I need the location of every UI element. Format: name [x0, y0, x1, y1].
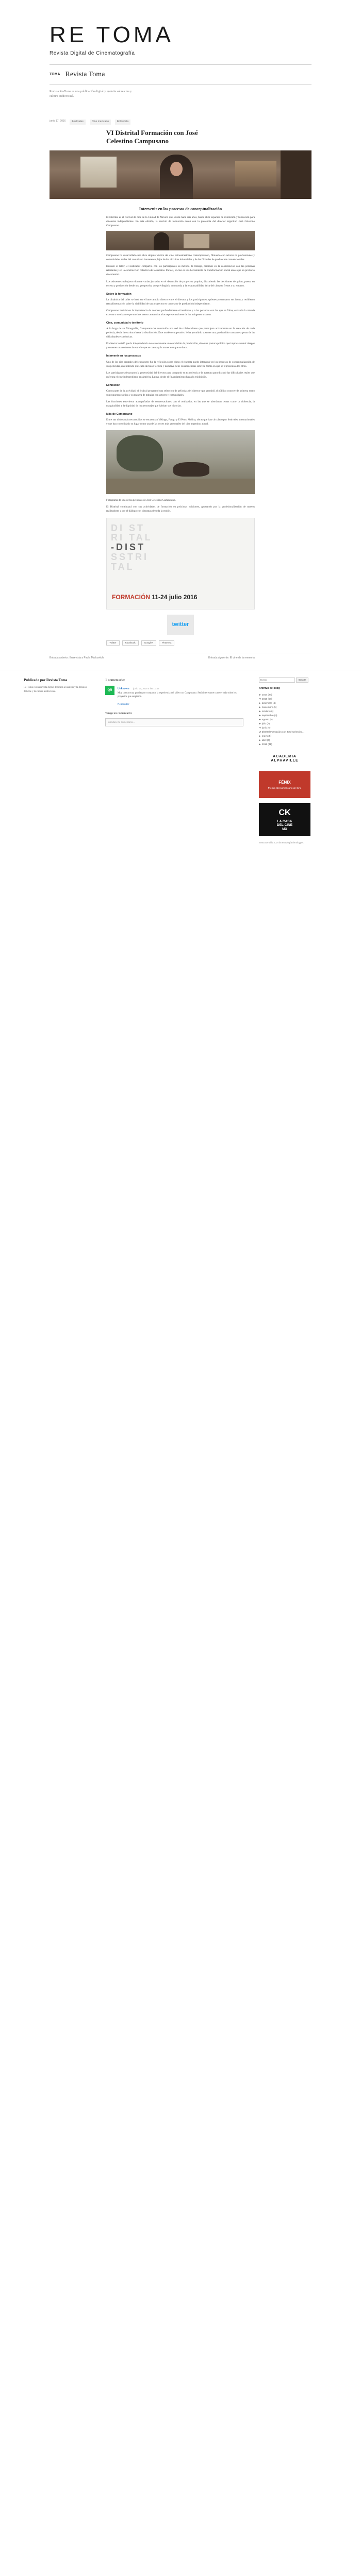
- hero-figure-shape: [160, 155, 193, 199]
- section-heading: Intervenir en los procesos: [106, 354, 141, 358]
- archive-title: Archivo del blog: [259, 686, 280, 690]
- photo-animal-shape: [173, 462, 209, 477]
- twitter-logo-icon: twitter: [172, 621, 189, 628]
- casa-del-cine-logo[interactable]: [259, 803, 310, 836]
- author-bio: Re-Toma es una revista digital dedicada al análisis y la difusión del cine y la cultura audiovisual.: [24, 686, 87, 693]
- hero-lamp-shape: [235, 161, 276, 187]
- casa-del-cine-line: LA CASA: [277, 819, 292, 823]
- search-button[interactable]: Buscar: [296, 677, 308, 683]
- archive-item[interactable]: ► 2015 (41): [259, 743, 272, 746]
- hero-face-shape: [170, 162, 183, 176]
- hero-shadow-shape: [281, 150, 311, 199]
- section-heading: Exhibición: [106, 383, 121, 387]
- body-paragraph: El director señaló que la independencia no es solamente una condición de producción, sino una postura política que implica asumir riesgos y sostener una coherencia entre lo que se cuenta y la manera en que se hace.: [106, 342, 255, 350]
- photo-tree-shape: [117, 435, 163, 471]
- casa-del-cine-line: MX: [282, 827, 287, 832]
- poster-lettering: [111, 523, 250, 572]
- blog-name[interactable]: Revista Toma: [65, 71, 105, 78]
- post-date: junio 17, 2016: [50, 120, 66, 123]
- body-paragraph: Uno de los ejes centrales del encuentro fue la reflexión sobre cómo el cineasta puede intervenir en los procesos de conceptualización de sus películas, entendiendo que cada decisión técnica y narrativa tiene consecuencias sobre la forma en que se representa a los otros.: [106, 360, 255, 368]
- comments-section: [105, 677, 243, 845]
- archive-item[interactable]: ► 2017 (24): [259, 693, 272, 696]
- post-subtitle: Intervenir en los procesos de conceptualización: [139, 207, 222, 211]
- body-paragraph: Como parte de la actividad, el festival programó una selección de películas del director que permitió al público conocer de primera mano su propuesta estética y su manera de trabajar con actores y comunidades.: [106, 389, 255, 397]
- comment: [105, 686, 243, 699]
- poster-row: RI TAL: [111, 532, 153, 543]
- next-post-link[interactable]: Entrada siguiente: El cine de la memoria: [208, 656, 255, 660]
- search-input[interactable]: [259, 677, 295, 683]
- author-box: [24, 677, 90, 845]
- share-google-button[interactable]: Google+: [141, 640, 157, 646]
- site-logo[interactable]: RE TOMA: [50, 22, 174, 47]
- twitter-embed[interactable]: [167, 615, 194, 635]
- film-still: [106, 231, 255, 250]
- casa-del-cine-mark: CK: [278, 808, 291, 818]
- archive-list: [259, 693, 310, 747]
- sidebar-search: [259, 677, 310, 683]
- body-paragraph: Las funciones estuvieron acompañadas de conversaciones con el realizador, en las que se abordaron temas como la violencia, la marginalidad y la dignidad de los personajes que habitan sus historias.: [106, 400, 255, 408]
- archive-item[interactable]: ► septiembre (4): [259, 714, 277, 717]
- comment-timestamp[interactable]: junio 19, 2016 a las 10:42: [133, 687, 159, 690]
- poster-row: SSTRI: [111, 552, 149, 563]
- share-pinterest-button[interactable]: Pinterest: [159, 640, 174, 646]
- bottom-area: [24, 677, 361, 845]
- film-photo[interactable]: [106, 430, 255, 494]
- post-title[interactable]: VI Distrital Formación con José Celestino Campusano: [106, 128, 198, 145]
- poster-footer-dates: 11-24 julio 2016: [152, 593, 198, 601]
- poster-row: DI ST: [111, 522, 145, 533]
- poster-row: -DIST: [111, 542, 145, 553]
- body-paragraph: Durante el taller, el realizador compartió con los participantes su método de trabajo, centrado en la colaboración con las personas retratadas y en la construcción colectiva de los relatos. Para él, el cine es una herramienta de transformación social antes que un producto de consumo.: [106, 265, 255, 277]
- post-body: [50, 215, 311, 646]
- hero-window-shape: [80, 157, 117, 188]
- poster-footer-word: FORMACIÓN: [112, 593, 150, 601]
- comment-input[interactable]: Introduce tu comentario...: [105, 718, 243, 726]
- sidebar: [259, 677, 310, 845]
- body-paragraph: A lo largo de su filmografía, Campusano ha construido una red de colaboradores que participan activamente en la creación de cada película, desde la escritura hasta la distribución. Este modelo cooperativo le ha permitido sostener una producción constante a pesar de las dificultades económicas.: [106, 327, 255, 339]
- body-paragraph: Campusano insistió en la importancia de conocer profundamente el territorio y a las personas con las que se filma, evitando la mirada externa o exotizante que muchas veces caracteriza a las representaciones de los márgenes urbanos.: [106, 309, 255, 316]
- section-heading: Más de Campusano: [106, 413, 133, 416]
- blog-post: [50, 120, 311, 646]
- blog-header: [50, 64, 311, 84]
- archive-item[interactable]: ► mayo (5): [259, 735, 271, 738]
- body-paragraph: El Distrital continuará con sus actividades de formación en próximas ediciones, apostando por la profesionalización de nuevos realizadores y por el diálogo con cineastas de toda la región.: [106, 505, 255, 513]
- archive-item[interactable]: ► agosto (5): [259, 718, 273, 721]
- page: [0, 0, 361, 845]
- photo-caption: Fotograma de una de las películas de José Celestino Campusano.: [106, 499, 176, 502]
- comments-title: 1 comentario:: [105, 677, 125, 682]
- site-tagline: Revista Digital de Cinematografía: [50, 50, 135, 56]
- author-title[interactable]: Publicado por Revista Toma: [24, 677, 68, 682]
- prev-post-link[interactable]: Entrada anterior: Entrevista a Paula Markovitch: [50, 656, 104, 660]
- casa-del-cine-line: DEL CINE: [276, 823, 293, 827]
- fenix-subtitle: Premio Iberoamericano de Cine: [268, 786, 302, 789]
- fenix-title: FÉNIX: [278, 779, 291, 785]
- festival-poster[interactable]: [106, 518, 255, 609]
- poster-footer: [112, 592, 197, 602]
- body-paragraph: El Distrital es el festival de cine de la Ciudad de México que, desde hace seis años, busca abrir espacios de exhibición y formación para cineastas independientes. En esta edición, la sección de formación contó con la presencia del director argentino José Celestino Campusano.: [106, 216, 255, 228]
- add-comment-title: Tengo un comentario:: [105, 712, 133, 716]
- post-meta: [50, 120, 311, 125]
- share-facebook-button[interactable]: Facebook: [122, 640, 139, 646]
- poster-row: TAL: [111, 562, 135, 572]
- archive-item[interactable]: VI Distrital Formación con José Celestino...: [259, 731, 304, 734]
- section-heading: Sobre la formación: [106, 292, 132, 296]
- section-heading: Cine, comunidad y territorio: [106, 321, 143, 325]
- academia-line: ACADEMIA: [273, 755, 297, 759]
- blog-description: Revista Re-Toma es una publicación digital y gratuita sobre cine y cultura audiovisual.: [50, 90, 132, 98]
- archive-item[interactable]: ▼ junio (6): [259, 726, 271, 729]
- archive-item[interactable]: ► abril (4): [259, 739, 270, 742]
- archive-item[interactable]: ► octubre (6): [259, 709, 274, 713]
- comment-author[interactable]: Unknown: [118, 687, 129, 691]
- comment-text: Muy buena nota, gracias por compartir la experiencia del taller con Campusano. Sería interesante conocer más sobre los proyectos que surgieron.: [118, 691, 237, 699]
- post-navigation: [50, 653, 311, 660]
- archive-item[interactable]: ► julio (7): [259, 722, 270, 725]
- academia-alphaville-logo[interactable]: [259, 752, 310, 766]
- archive-item[interactable]: ► noviembre (5): [259, 705, 277, 708]
- share-twitter-button[interactable]: Twitter: [106, 640, 120, 646]
- body-paragraph: La dinámica del taller se basó en el intercambio directo entre el director y los participantes, quienes presentaron sus ideas y recibieron retroalimentación sobre la viabilidad de sus proyectos en contextos de producción independiente.: [106, 298, 255, 306]
- photo-ground-shape: [106, 479, 255, 494]
- avatar[interactable]: QR: [105, 686, 114, 695]
- share-bar: [106, 640, 255, 646]
- still-window-shape: [184, 234, 209, 248]
- post-tag[interactable]: Cine mexicano: [90, 120, 111, 125]
- reply-link[interactable]: Responder: [118, 703, 129, 706]
- post-tag[interactable]: Entrevista: [115, 120, 130, 125]
- archive-item[interactable]: ▼ 2016 (58): [259, 697, 272, 700]
- academia-line: ALPHAVILLE: [271, 759, 299, 763]
- fenix-logo[interactable]: [259, 771, 310, 798]
- body-paragraph: Los asistentes trabajaron durante varias jornadas en el desarrollo de proyectos propios, discutiendo las decisiones de guion, puesta en escena y producción desde una perspectiva que privilegia la autonomía y la responsabilidad ética del cineasta frente a su entorno.: [106, 280, 255, 287]
- body-paragraph: Entre sus títulos más reconocidos se encuentran Vikingo, Fango y El Perro Molina, obras que han circulado por festivales internacionales y que han consolidado su lugar como una de las voces más personales del cine argentino actual.: [106, 418, 255, 426]
- sidebar-footer: Tema Sencillo. Con la tecnología de Blogger.: [259, 841, 304, 844]
- body-paragraph: Campusano ha desarrollado una obra singular dentro del cine latinoamericano contemporáneo, filmando con actores no profesionales y comunidades reales del conurbano bonaerense, lejos de los circuitos industriales y de las fórmulas de producción convencionales.: [106, 254, 255, 262]
- post-tag[interactable]: Festivales: [70, 120, 86, 125]
- hero-image: [50, 150, 311, 199]
- body-paragraph: Los participantes destacaron la generosidad del director para compartir su experiencia y la apertura para discutir las dificultades reales que enfrenta el cine independiente en América Latina, desde el financiamiento hasta la exhibición.: [106, 371, 255, 379]
- still-figure-shape: [154, 232, 169, 250]
- masthead: [0, 0, 361, 64]
- mini-logo[interactable]: TOMA: [50, 73, 60, 76]
- archive-item[interactable]: ► diciembre (4): [259, 701, 276, 704]
